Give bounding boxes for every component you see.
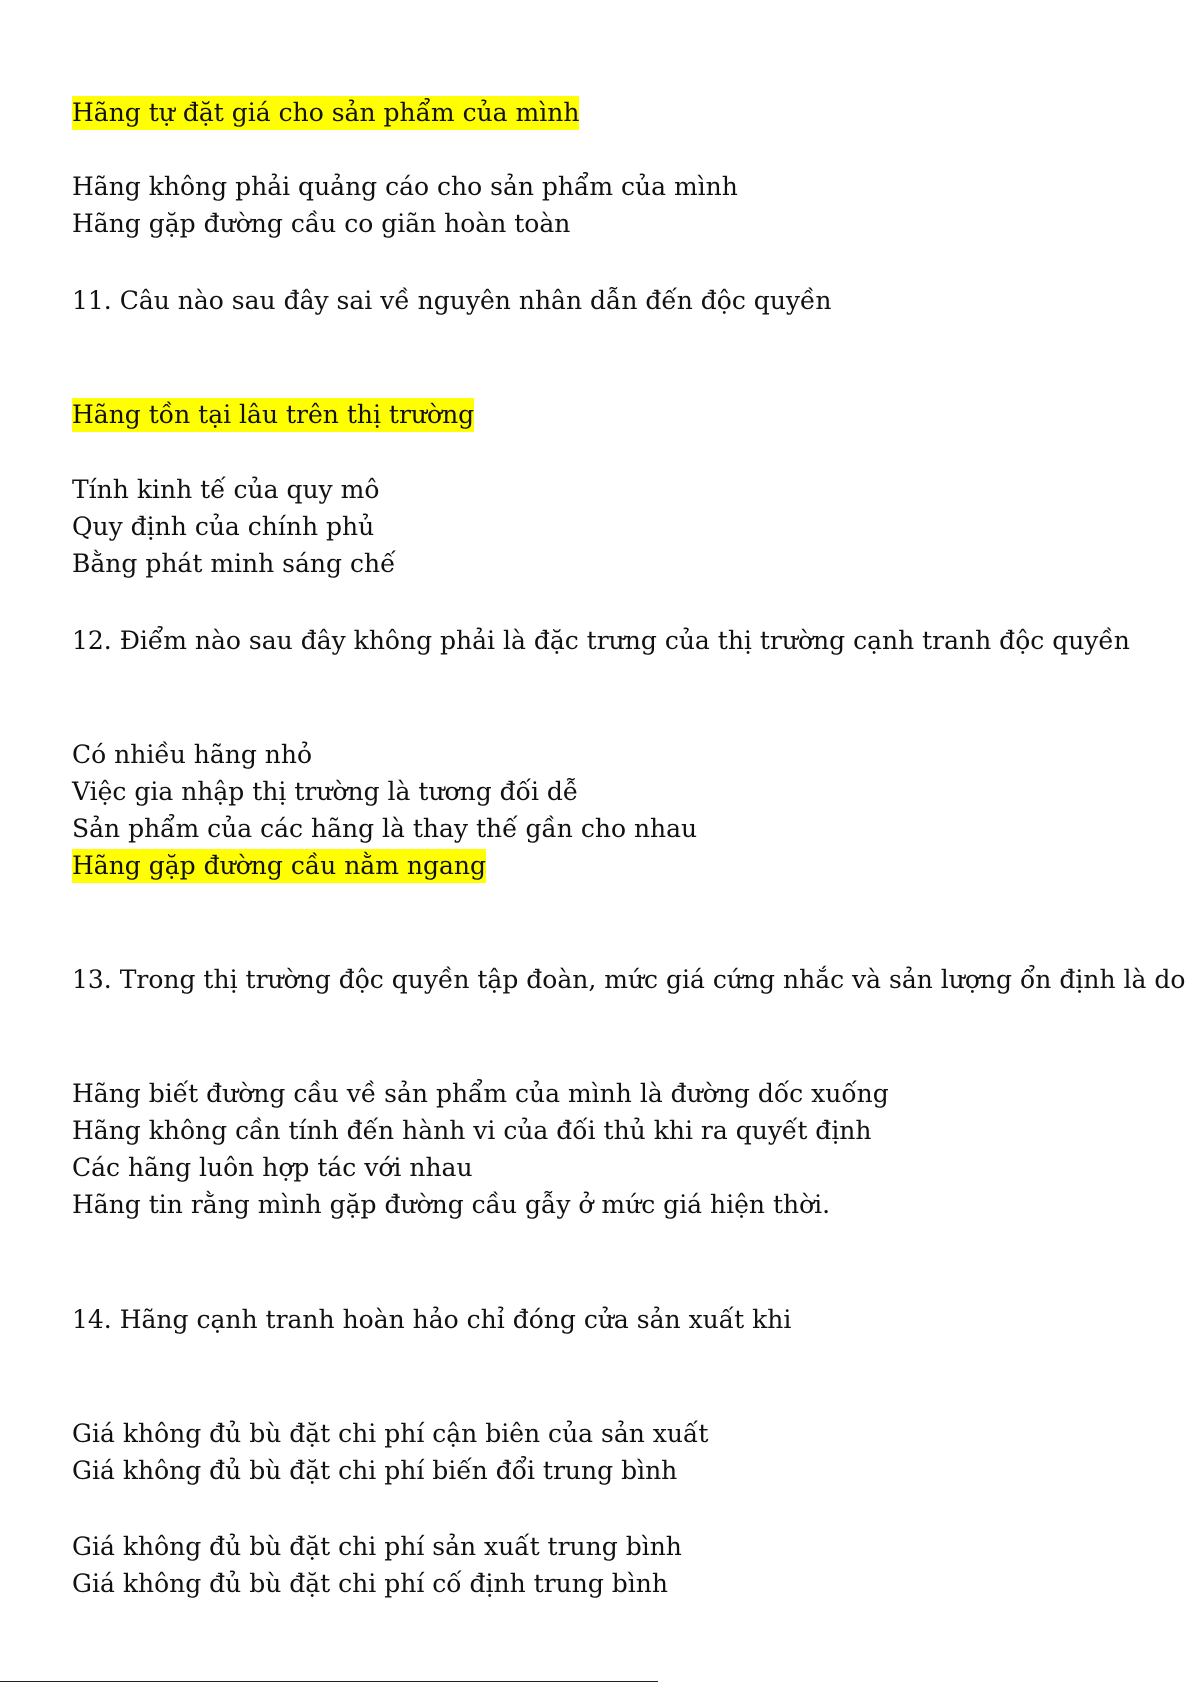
answer-option: Có nhiều hãng nhỏ	[72, 740, 313, 769]
answer-option: Giá không đủ bù đặt chi phí sản xuất trung bình	[72, 1532, 682, 1561]
answer-option: Giá không đủ bù đặt chi phí cố định trung bình	[72, 1569, 669, 1598]
answer-option: Hãng tin rằng mình gặp đường cầu gẫy ở mức giá hiện thời.	[72, 1190, 831, 1219]
answer-option: Tính kinh tế của quy mô	[72, 475, 380, 504]
answer-option: Hãng không phải quảng cáo cho sản phẩm của mình	[72, 172, 738, 201]
answer-option: Việc gia nhập thị trường là tương đối dễ	[72, 777, 579, 806]
answer-option-highlighted: Hãng tự đặt giá cho sản phẩm của mình	[72, 96, 579, 130]
answer-option: Hãng gặp đường cầu co giãn hoàn toàn	[72, 209, 571, 238]
answer-option: Hãng không cần tính đến hành vi của đối thủ khi ra quyết định	[72, 1116, 872, 1145]
answer-option-highlighted: Hãng tồn tại lâu trên thị trường	[72, 398, 474, 432]
answer-option: Giá không đủ bù đặt chi phí cận biên của sản xuất	[72, 1419, 709, 1448]
question-14: 14. Hãng cạnh tranh hoàn hảo chỉ đóng cửa sản xuất khi	[72, 1305, 792, 1334]
answer-option: Quy định của chính phủ	[72, 512, 375, 541]
question-11: 11. Câu nào sau đây sai về nguyên nhân dẫn đến độc quyền	[72, 286, 832, 315]
page-bottom-divider	[0, 1681, 658, 1682]
answer-option: Các hãng luôn hợp tác với nhau	[72, 1153, 473, 1182]
answer-option: Giá không đủ bù đặt chi phí biến đổi trung bình	[72, 1456, 678, 1485]
question-13: 13. Trong thị trường độc quyền tập đoàn, mức giá cứng nhắc và sản lượng ổn định là do	[72, 965, 1186, 994]
answer-option-highlighted: Hãng gặp đường cầu nằm ngang	[72, 849, 486, 883]
answer-option: Hãng biết đường cầu về sản phẩm của mình là đường dốc xuống	[72, 1079, 889, 1108]
answer-option: Sản phẩm của các hãng là thay thế gần cho nhau	[72, 814, 698, 843]
answer-option: Bằng phát minh sáng chế	[72, 549, 396, 578]
question-12: 12. Điểm nào sau đây không phải là đặc trưng của thị trường cạnh tranh độc quyền	[72, 626, 1130, 655]
